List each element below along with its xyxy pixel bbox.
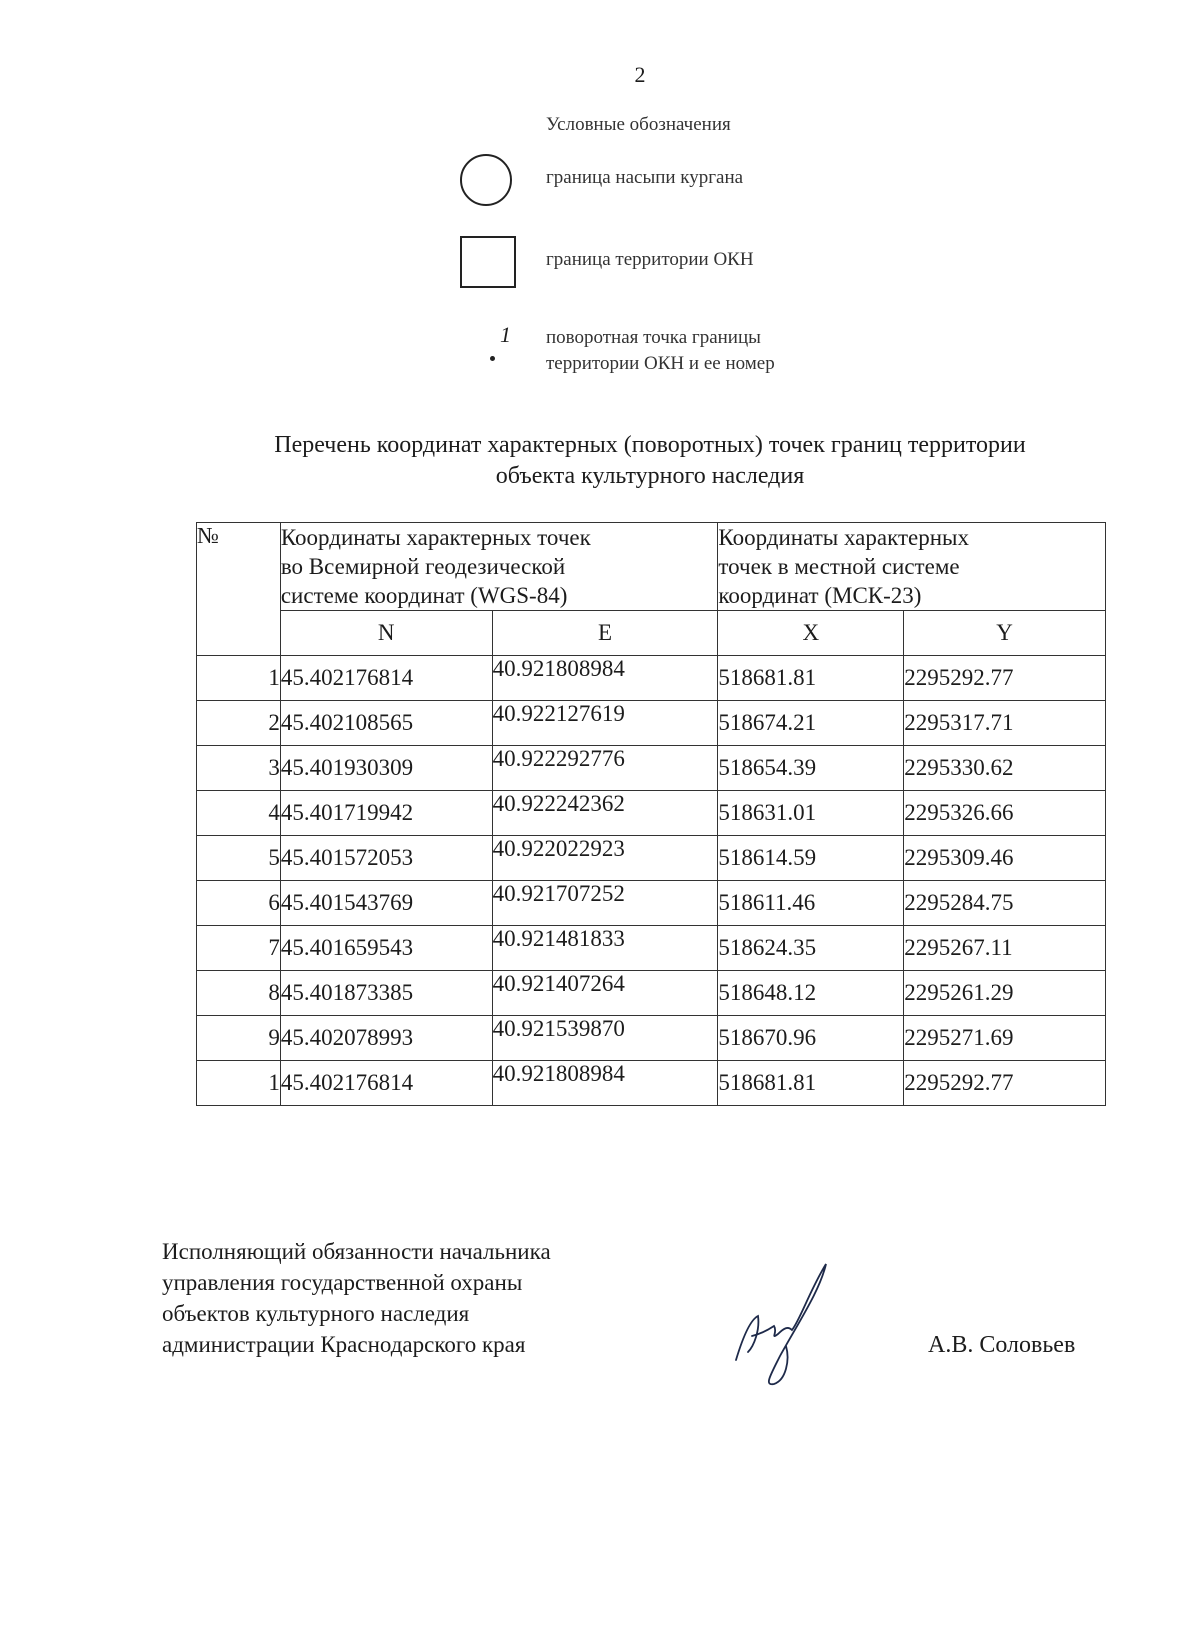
signatory-line-4: администрации Краснодарского края <box>162 1332 526 1357</box>
legend-circle-label: граница насыпи кургана <box>546 167 744 188</box>
x-coordinate-cell: 518681.81 <box>718 1061 904 1106</box>
y-coordinate-cell: 2295292.77 <box>904 1061 1106 1106</box>
wgs-header-line-2: во Всемирной геодезической <box>280 554 566 579</box>
table-title-line-1: Перечень координат характерных (поворотных) точек границ территории <box>274 432 1026 458</box>
e-coordinate-cell: 40.922292776 <box>492 746 718 791</box>
signer-name: А.В. Соловьев <box>928 1332 1076 1358</box>
row-number-cell: 6 <box>197 881 281 926</box>
table-row <box>197 656 1106 701</box>
legend-point-label-2: территории ОКН и ее номер <box>546 353 775 374</box>
x-coordinate-cell: 518670.96 <box>718 1016 904 1061</box>
row-number-cell: 1 <box>197 656 281 701</box>
signatory-line-3: объектов культурного наследия <box>162 1301 470 1326</box>
y-coordinate-cell: 2295317.71 <box>904 701 1106 746</box>
row-number-cell: 2 <box>197 701 281 746</box>
signatory-line-2: управления государственной охраны <box>162 1270 523 1295</box>
row-number-cell: 7 <box>197 926 281 971</box>
n-coordinate-cell: 45.401930309 <box>280 746 492 791</box>
x-coordinate-cell: 518654.39 <box>718 746 904 791</box>
n-coordinate-cell: 45.401719942 <box>280 791 492 836</box>
col-n-header: N <box>280 611 492 656</box>
table-row <box>197 1016 1106 1061</box>
square-symbol-icon <box>460 236 516 288</box>
msk-header-line-2: точек в местной системе <box>718 554 960 579</box>
turning-point-icon <box>490 356 495 361</box>
legend-square-label: граница территории ОКН <box>546 249 754 270</box>
n-coordinate-cell: 45.402078993 <box>280 1016 492 1061</box>
row-number-cell: 8 <box>197 971 281 1016</box>
row-number-cell: 5 <box>197 836 281 881</box>
x-coordinate-cell: 518614.59 <box>718 836 904 881</box>
handwritten-signature <box>730 1260 840 1390</box>
legend-title: Условные обозначения <box>546 114 731 135</box>
col-e-header: E <box>492 611 718 656</box>
turning-point-number: 1 <box>500 322 511 347</box>
e-coordinate-cell: 40.921407264 <box>492 971 718 1016</box>
table-subheader-row <box>197 611 1106 656</box>
y-coordinate-cell: 2295326.66 <box>904 791 1106 836</box>
msk-header-line-3: координат (МСК-23) <box>718 583 922 608</box>
x-coordinate-cell: 518674.21 <box>718 701 904 746</box>
signatory-line-1: Исполняющий обязанности начальника <box>162 1239 551 1264</box>
row-number-cell: 3 <box>197 746 281 791</box>
n-coordinate-cell: 45.402176814 <box>280 656 492 701</box>
e-coordinate-cell: 40.921707252 <box>492 881 718 926</box>
x-coordinate-cell: 518681.81 <box>718 656 904 701</box>
e-coordinate-cell: 40.921808984 <box>492 1061 718 1106</box>
col-y-header: Y <box>904 611 1106 656</box>
y-coordinate-cell: 2295267.11 <box>904 926 1106 971</box>
table-header-row <box>197 523 1106 611</box>
n-coordinate-cell: 45.402176814 <box>280 1061 492 1106</box>
wgs-header-line-1: Координаты характерных точек <box>280 525 591 550</box>
legend-point-label-1: поворотная точка границы <box>546 327 761 348</box>
x-coordinate-cell: 518611.46 <box>718 881 904 926</box>
n-coordinate-cell: 45.401873385 <box>280 971 492 1016</box>
wgs-header <box>280 523 718 611</box>
n-coordinate-cell: 45.402108565 <box>280 701 492 746</box>
y-coordinate-cell: 2295284.75 <box>904 881 1106 926</box>
table-row <box>197 881 1106 926</box>
y-coordinate-cell: 2295292.77 <box>904 656 1106 701</box>
row-number-cell: 9 <box>197 1016 281 1061</box>
n-coordinate-cell: 45.401572053 <box>280 836 492 881</box>
e-coordinate-cell: 40.921481833 <box>492 926 718 971</box>
coordinates-table <box>196 522 1106 1106</box>
y-coordinate-cell: 2295330.62 <box>904 746 1106 791</box>
e-coordinate-cell: 40.921539870 <box>492 1016 718 1061</box>
n-coordinate-cell: 45.401543769 <box>280 881 492 926</box>
page-number: 2 <box>634 62 646 87</box>
x-coordinate-cell: 518624.35 <box>718 926 904 971</box>
table-row <box>197 791 1106 836</box>
col-x-header: X <box>718 611 904 656</box>
table-row <box>197 701 1106 746</box>
table-row <box>197 746 1106 791</box>
y-coordinate-cell: 2295309.46 <box>904 836 1106 881</box>
e-coordinate-cell: 40.921808984 <box>492 656 718 701</box>
e-coordinate-cell: 40.922242362 <box>492 791 718 836</box>
x-coordinate-cell: 518648.12 <box>718 971 904 1016</box>
wgs-header-line-3: системе координат (WGS-84) <box>280 583 568 608</box>
col-num-header: № <box>197 523 281 656</box>
e-coordinate-cell: 40.922022923 <box>492 836 718 881</box>
table-row <box>197 836 1106 881</box>
signatory-position <box>162 1236 551 1360</box>
table-title-line-2: объекта культурного наследия <box>495 463 805 489</box>
y-coordinate-cell: 2295261.29 <box>904 971 1106 1016</box>
msk-header-line-1: Координаты характерных <box>718 525 969 550</box>
table-title <box>150 430 1150 492</box>
row-number-cell: 4 <box>197 791 281 836</box>
x-coordinate-cell: 518631.01 <box>718 791 904 836</box>
msk-header <box>718 523 1106 611</box>
table-row <box>197 1061 1106 1106</box>
y-coordinate-cell: 2295271.69 <box>904 1016 1106 1061</box>
circle-symbol-icon <box>460 154 512 206</box>
row-number-cell: 1 <box>197 1061 281 1106</box>
n-coordinate-cell: 45.401659543 <box>280 926 492 971</box>
table-row <box>197 971 1106 1016</box>
table-row <box>197 926 1106 971</box>
e-coordinate-cell: 40.922127619 <box>492 701 718 746</box>
